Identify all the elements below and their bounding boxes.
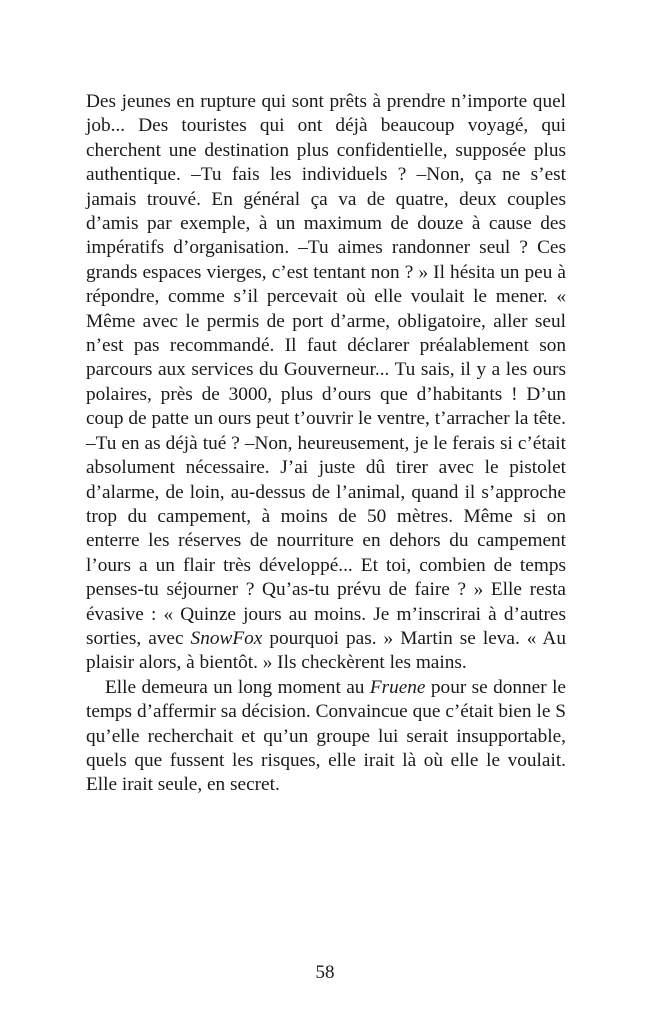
paragraph-2-text-b: pour se donner le temps d’affermir sa décision. Convaincue que c’était bien le S qu’elle recherchait et qu’un groupe lui serait insupportable, quels que fussent les risques, elle irait là où elle le voulait. Elle irait seule, en secret. — [86, 676, 566, 796]
paragraph-1-text-b: pourquoi pas. » Martin se leva. « Au plaisir alors, à bientôt. » Ils checkèrent les mains. — [86, 627, 566, 674]
paragraph-1-italic-snowfox: SnowFox — [190, 627, 263, 649]
paragraph-1 — [86, 90, 566, 676]
paragraph-2-italic-fruene: Fruene — [369, 676, 426, 698]
paragraph-1-text-a: Des jeunes en rupture qui sont prêts à prendre n’importe quel job... Des touristes qui ont déjà beaucoup voyagé, qui cherchent une destination plus confidentielle, supposée plus authentique. –Tu fais les individuels ? –Non, ça ne s’est jamais trouvé. En général ça va de quatre, deux couples d’amis par exemple, à un maximum de douze à cause des impératifs d’organisation. –Tu aimes randonner seul ? Ces grands espaces vierges, c’est tentant non ? » Il hésita un peu à répondre, comme s’il percevait où elle voulait le mener. « Même avec le permis de port d’arme, obligatoire, aller seul n’est pas recommandé. Il faut déclarer préalablement son parcours aux services du Gouverneur... Tu sais, il y a les ours polaires, près de 3000, plus d’ours que d’habitants ! D’un coup de patte un ours peut t’ouvrir le ventre, t’arracher la tête. –Tu en as déjà tué ? –Non, heureusement, je le ferais si c’était absolument nécessaire. J’ai juste dû tirer avec le pistolet d’alarme, de loin, au-dessus de l’animal, quand il s’approche trop du campement, à moins de 50 mètres. Même si on enterre les réserves de nourriture en dehors du campement l’ours a un flair très développé... Et toi, combien de temps penses-tu séjourner ? Qu’as-tu prévu de faire ? » Elle resta évasive : « Quinze jours au moins. Je m’inscrirai à d’autres sorties, avec — [86, 91, 566, 649]
page-number: 58 — [315, 962, 335, 983]
page-body — [86, 90, 566, 798]
paragraph-2-text-a: Elle demeura un long moment au — [105, 676, 370, 698]
paragraph-2 — [86, 676, 566, 798]
